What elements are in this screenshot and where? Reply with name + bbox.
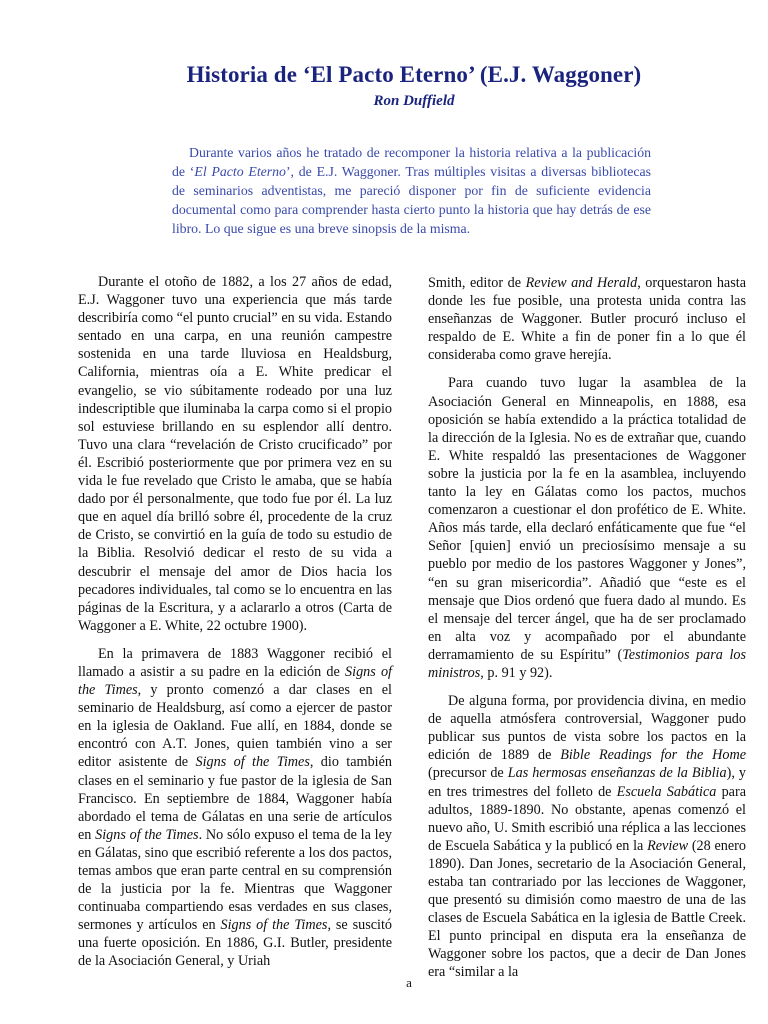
body-paragraph <box>428 274 746 364</box>
abstract-text: ’, de E.J. Waggoner. Tras múltiples visitas a diversas bibliotecas de seminarios adventistas, me pareció disponer por fin de suficiente evidencia documental como para comprender hasta cierto punto la historia que hay detrás de ese libro. Lo que sigue es una breve sinopsis de la misma. <box>172 164 651 237</box>
text-run: , y pronto comenzó a dar clases en el seminario de Healdsburg, así como a ejercer de pastor en la iglesia de Oakland. Fue allí, en 1884, donde se encontró con A.T. Jones, quien también vino a ser editor asistente de <box>78 682 392 771</box>
text-run: Smith, editor de <box>428 275 526 291</box>
text-run: Para cuando tuvo lugar la asamblea de la Asociación General en Minneapolis, en 1888, esa oposición se había extendido a la práctica totalidad de la dirección de la Iglesia. No es de extrañar que, cuando E. White respaldó las presentaciones de Waggoner sobre la justicia por la fe en la asamblea, incluyendo tanto la ley en Gálatas como los pactos, muchos comenzaron a cuestionar el don profético de E. White. Años más tarde, ella declaró enfáticamente que fue “el Señor [quien] envió un preciosísimo mensaje a su pueblo por medio de los pastores Waggoner y Jones”, “en su gran misericordia”. Añadió que “este es el mensaje que Dios ordenó que fuera dado al mundo. Es el mensaje del tercer ángel, que ha de ser proclamado en alta voz y acompañado por el abundante derramamiento de su Espíritu” ( <box>428 375 746 663</box>
publication-title: Escuela Sabática <box>616 783 717 800</box>
publication-title: Review and Herald <box>525 275 638 291</box>
text-run: , p. 91 y 92). <box>480 664 553 681</box>
body-paragraph <box>428 692 746 982</box>
text-run: , se suscitó una fuerte oposición. En 1886, G.I. Butler, presidente de la Asociación General, y Uriah <box>78 917 393 970</box>
text-run: , dio también clases en el seminario y fue pastor de la iglesia de San Francisco. En septiembre de 1884, Waggoner había abordado el tema de Gálatas en una serie de artículos en <box>78 754 392 843</box>
abstract <box>172 143 651 238</box>
publication-title: Signs of the Times <box>220 917 328 934</box>
publication-title: Signs of the Times <box>78 663 393 699</box>
publication-title: Review <box>647 837 689 854</box>
publication-title: Bible Readings for the Home <box>560 747 746 764</box>
book-title: El Pacto Eterno <box>194 164 286 180</box>
publication-title: Signs of the Times <box>195 754 310 771</box>
abstract-paragraph <box>172 143 651 238</box>
right-column <box>428 274 746 992</box>
publication-title: Signs of the Times <box>95 826 199 843</box>
left-column <box>78 273 392 981</box>
abstract-text: Durante varios años he tratado de recomponer la historia relativa a la publicación de ‘ <box>172 145 651 180</box>
body-paragraph <box>78 645 392 971</box>
body-paragraph: Durante el otoño de 1882, a los 27 años de edad, E.J. Waggoner tuvo una experiencia que más tarde describiría como “el punto crucial” en su vida. Estando sentado en una carpa, en una reunión campestre sostenida en una tarde lluviosa en Healdsburg, California, mientras oía a E. White predicar el evangelio, se vio súbitamente rodeado por una luz indescriptible que iluminaba la carpa como si el propio sol estuviese brillando en su esplendor allí dentro. Tuvo una clara “revelación de Cristo crucificado” por él. Escribió posteriormente que por primera vez en su vida le fue revelado que Cristo le amaba, que se había dado por él personalmente, que todo fue por él. La luz que en aquel día brilló sobre él, procedente de la cruz de Cristo, se convirtió en la guía de todo su estudio de la Biblia. Resolvió dedicar el resto de su vida a descubrir el mensaje del amor de Dios hacia los pecadores individuales, tal como se lo encuentra en las páginas de la Escritura, y a aclararlo a otros (Carta de Waggoner a E. White, 22 octubre 1900). <box>78 274 392 634</box>
text-run: ), y en tres trimestres del folleto de <box>428 765 746 800</box>
body-paragraph <box>428 374 746 682</box>
text-run: (28 enero 1890). Dan Jones, secretario de la Asociación General, estaba tan contrariado por las lecciones de Waggoner, que presentó su dimisión como maestro de una de las clases de Escuela Sabática en la iglesia de Battle Creek. El punto principal en disputa era la enseñanza de Waggoner sobre los pactos, que a decir de Dan Jones era “similar a la <box>428 837 746 981</box>
text-run: . No sólo expuso el tema de la ley en Gálatas, sino que escribió referente a los dos pactos, temas ambos que eran parte central en su comprensión de la justicia por la fe. Mientras que Waggoner continuaba compartiendo esas verdades en sus clases, sermones y artículos en <box>78 826 392 934</box>
article-title: Historia de ‘El Pacto Eterno’ (E.J. Waggoner) <box>186 62 642 87</box>
publication-title: Testimonios para los ministros <box>428 646 747 681</box>
page-number: a <box>406 975 412 990</box>
author-name: Ron Duffield <box>373 93 455 109</box>
text-run: , orquestaron hasta donde les fue posible, una protesta unida contra las enseñanzas de Waggoner. Butler procuró incluso el respaldo de E. White a fin de poner fin a lo que él consideraba como grave herejía. <box>428 275 746 364</box>
publication-title: Las hermosas enseñanzas de la Biblia <box>507 765 727 782</box>
text-run: para adultos, 1889-1890. No obstante, apenas comenzó el nuevo año, U. Smith escribió una réplica a las lecciones de Escuela Sabática y la publicó en la <box>428 783 746 854</box>
text-run: De alguna forma, por providencia divina, en medio de aquella atmósfera controversial, Waggoner pudo publicar sus puntos de vista sobre los pactos en la edición de 1889 de <box>428 693 746 764</box>
text-run: En la primavera de 1883 Waggoner recibió el llamado a asistir a su padre en la edición de <box>78 645 392 680</box>
text-run: (precursor de <box>428 765 508 782</box>
